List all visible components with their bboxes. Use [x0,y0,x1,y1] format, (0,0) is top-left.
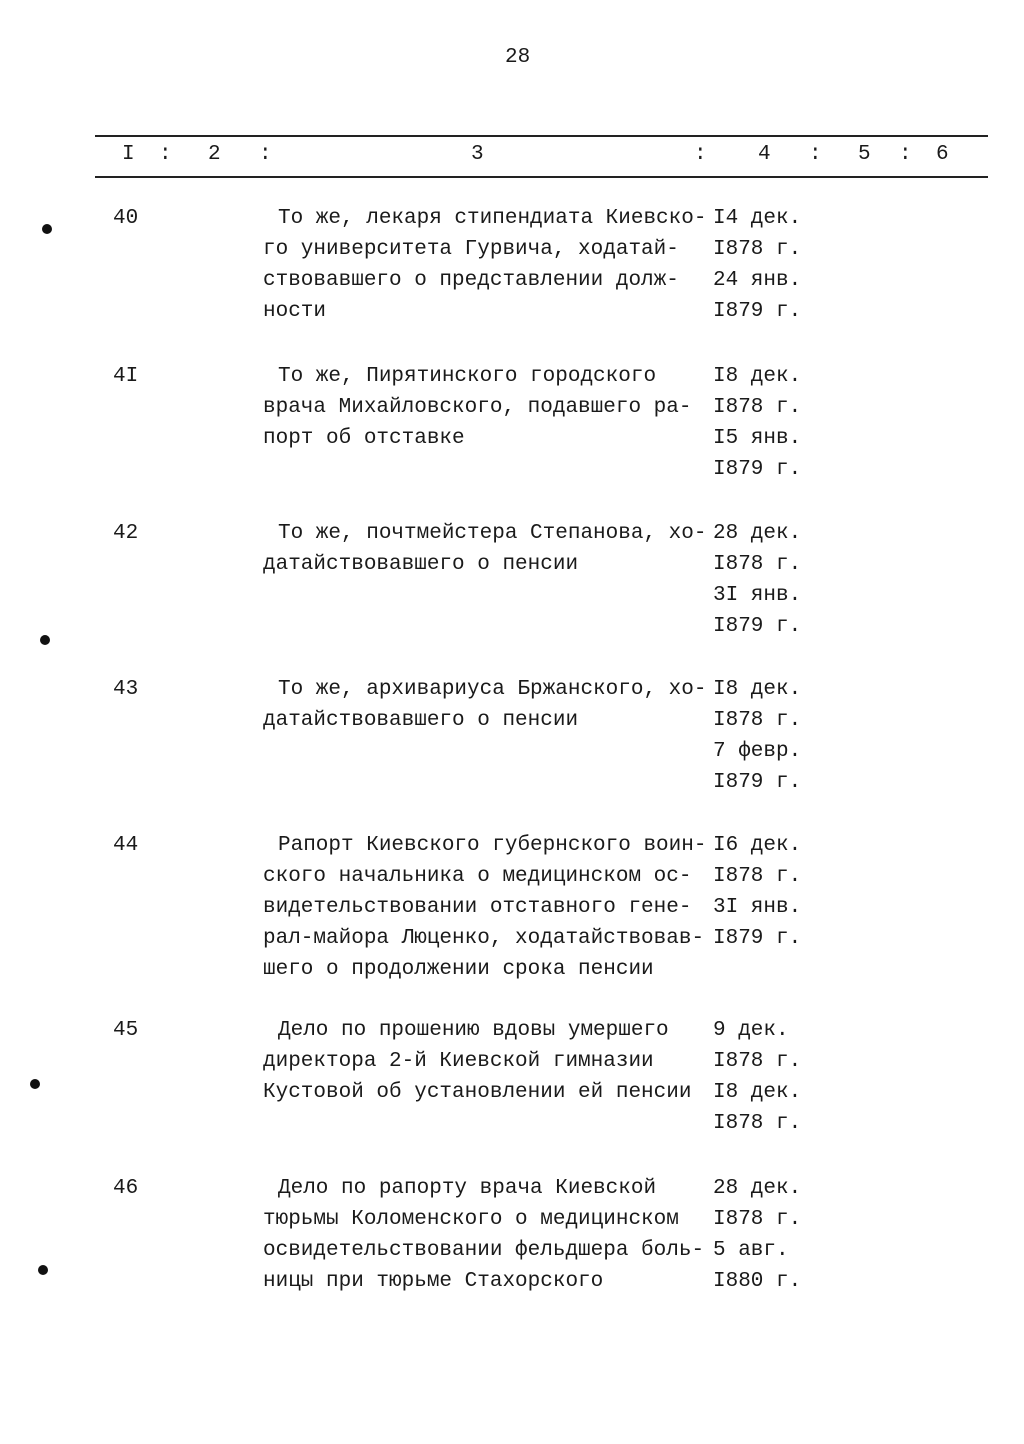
description-line: директора 2-й Киевской гимназии [263,1050,654,1073]
entry-dates [713,203,801,327]
date-line: I8 дек. [713,365,802,388]
description-line: тюрьмы Коломенского о медицинском [263,1208,679,1231]
date-line: I5 янв. [713,427,802,450]
date-line: 3I янв. [713,584,802,607]
description-line: То же, лекаря стипендиата Киевско- [278,207,707,230]
header-col-2: 2 [208,143,221,166]
date-line: I6 дек. [713,834,802,857]
entry-number: 46 [113,1177,139,1200]
header-sep: : [899,143,912,166]
entry-dates [713,518,801,642]
date-line: I880 г. [713,1270,802,1293]
page-number: 28 [505,46,531,69]
date-line: I878 г. [713,865,802,888]
description-line: Дело по прошению вдовы умершего [278,1019,669,1042]
header-sep: : [694,143,707,166]
entry-number: 42 [113,522,139,545]
entry-description [263,674,706,736]
header-col-3: 3 [471,143,484,166]
entry-number: 40 [113,207,139,230]
date-line: I878 г. [713,396,802,419]
description-line: видетельствовании отставного гене- [263,896,692,919]
description-line: Кустовой об установлении ей пенсии [263,1081,692,1104]
header-sep: : [809,143,822,166]
header-sep: : [159,143,172,166]
entry-number: 4I [113,365,139,388]
entry-description [263,518,706,580]
entry-number: 44 [113,834,139,857]
date-line: 28 дек. [713,522,802,545]
punch-hole-mark [40,635,50,645]
date-line: I878 г. [713,709,802,732]
punch-hole-mark [42,224,52,234]
description-line: го университета Гурвича, ходатай- [263,238,679,261]
date-line: I878 г. [713,1112,802,1135]
description-line: ствовавшего о представлении долж- [263,269,679,292]
date-line: I879 г. [713,771,802,794]
date-line: I879 г. [713,615,802,638]
entry-number: 43 [113,678,139,701]
date-line: 7 февр. [713,740,802,763]
entry-dates [713,830,801,954]
header-col-4: 4 [758,143,771,166]
description-line: ского начальника о медицинском ос- [263,865,692,888]
punch-hole-mark [38,1265,48,1275]
entry-description [263,830,706,985]
description-line: шего о продолжении срока пенсии [263,958,654,981]
entry-dates [713,361,801,485]
description-line: ницы при тюрьме Стахорского [263,1270,604,1293]
date-line: I879 г. [713,927,802,950]
header-col-6: 6 [936,143,949,166]
date-line: I879 г. [713,300,802,323]
entry-description [263,1015,691,1108]
description-line: врача Михайловского, подавшего ра- [263,396,692,419]
date-line: 24 янв. [713,269,802,292]
header-col-1: I [122,143,135,166]
description-line: ности [263,300,327,323]
description-line: Дело по рапорту врача Киевской [278,1177,657,1200]
description-line: То же, Пирятинского городского [278,365,657,388]
date-line: I878 г. [713,1050,802,1073]
date-line: 28 дек. [713,1177,802,1200]
entry-dates [713,674,801,798]
description-line: То же, архивариуса Бржанского, хо- [278,678,707,701]
description-line: датайствовавшего о пенсии [263,553,579,576]
description-line: освидетельствовании фельдшера боль- [263,1239,705,1262]
entry-description [263,203,706,327]
date-line: I8 дек. [713,678,802,701]
description-line: То же, почтмейстера Степанова, хо- [278,522,707,545]
date-line: 3I янв. [713,896,802,919]
entry-number: 45 [113,1019,139,1042]
description-line: Рапорт Киевского губернского воин- [278,834,707,857]
description-line: порт об отставке [263,427,465,450]
date-line: 5 авг. [713,1239,789,1262]
description-line: датайствовавшего о пенсии [263,709,579,732]
date-line: I878 г. [713,238,802,261]
header-bottom-rule [95,176,988,178]
entry-description [263,1173,704,1297]
header-col-5: 5 [858,143,871,166]
date-line: I8 дек. [713,1081,802,1104]
date-line: I878 г. [713,1208,802,1231]
entry-description [263,361,691,454]
date-line: I878 г. [713,553,802,576]
header-sep: : [259,143,272,166]
date-line: I4 дек. [713,207,802,230]
punch-hole-mark [30,1079,40,1089]
description-line: рал-майора Люценко, ходатайствовав- [263,927,705,950]
header-top-rule [95,135,988,137]
date-line: I879 г. [713,458,802,481]
date-line: 9 дек. [713,1019,789,1042]
entry-dates [713,1015,801,1139]
entry-dates [713,1173,801,1297]
